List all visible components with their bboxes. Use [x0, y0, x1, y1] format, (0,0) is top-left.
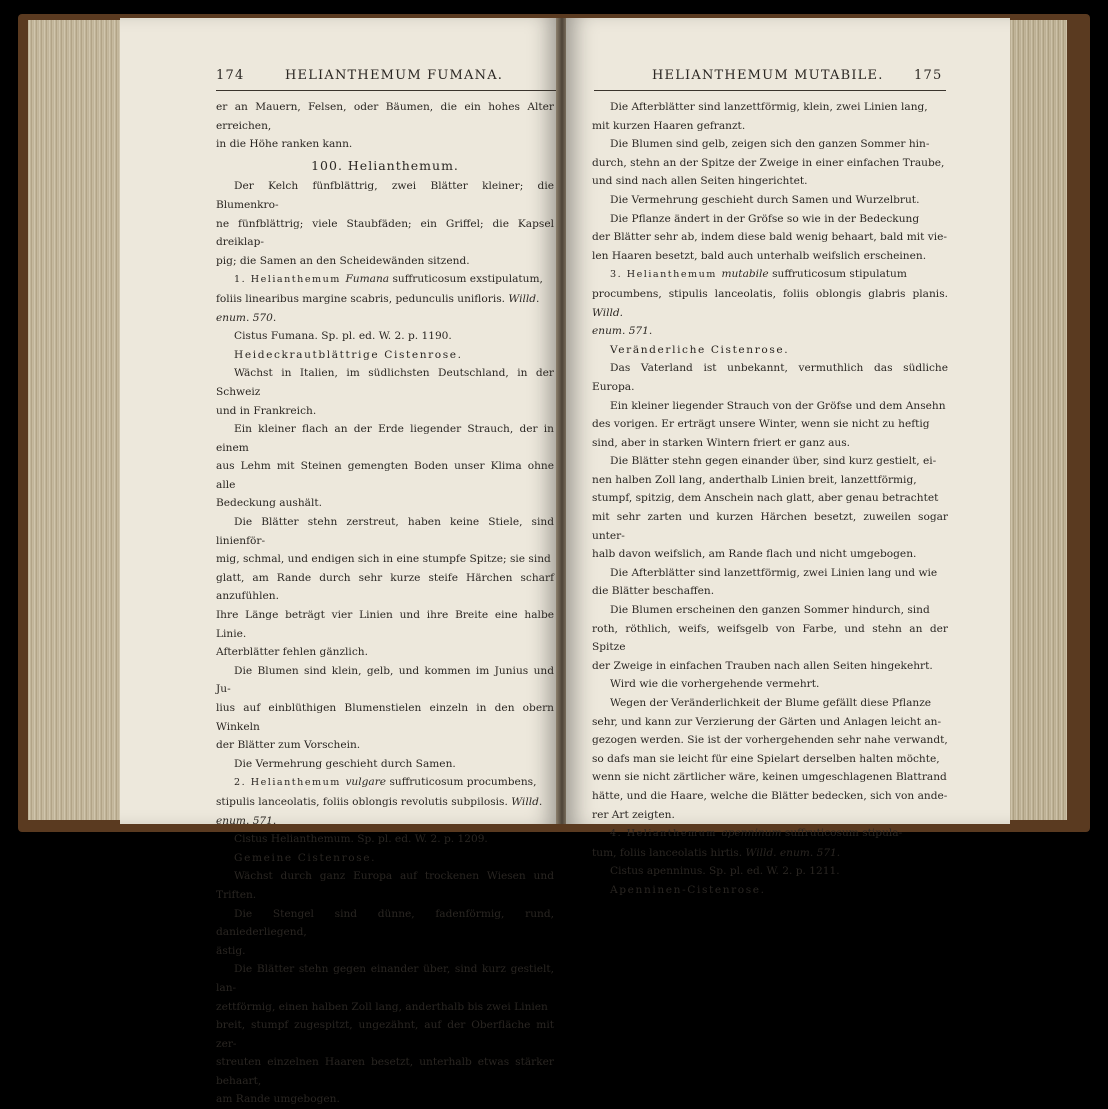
text-line: enum. 571.: [592, 325, 653, 338]
text-span: foliis linearibus margine scabris, pedunculis unifloris.: [216, 292, 506, 305]
text-line: mig, schmal, und endigen sich in eine stumpfe Spitze; sie sind: [216, 553, 551, 566]
text-line: [216, 793, 554, 812]
text-line: am Rande umgebogen.: [216, 1093, 340, 1106]
right-page: [566, 18, 1010, 896]
genus-name: 2. Helianthemum: [234, 777, 346, 789]
text-span: stipulis lanceolatis, foliis oblongis revolutis subpilosis.: [216, 795, 508, 808]
species-name: Fumana: [345, 273, 390, 286]
text-line: Wegen der Veränderlichkeit der Blume gefällt diese Pflanze: [610, 697, 932, 709]
right-header-rule: [594, 90, 946, 91]
text-line: [592, 285, 948, 322]
text-line: enum. 570.: [216, 311, 277, 324]
left-header-rule: [216, 90, 556, 91]
text-span: tum, foliis lanceolatis hirtis.: [592, 846, 743, 859]
text-line: ästig.: [216, 944, 246, 957]
common-name: Gemeine Cistenrose.: [234, 851, 377, 864]
text-line: Die Blätter stehn gegen einander über, sind kurz gestielt, ei-: [610, 455, 937, 468]
text-line: Der Kelch fünfblättrig, zwei Blätter kleiner; die Blumenkro-: [216, 180, 554, 211]
right-body-text: [592, 98, 948, 900]
text-line: mit kurzen Haaren gefranzt.: [592, 119, 746, 132]
species-name: apenninum: [721, 827, 782, 840]
text-line: ne fünfblättrig; viele Staubfäden; ein Griffel; die Kapsel dreiklap-: [216, 217, 554, 249]
page-edges-left: [28, 20, 123, 820]
right-running-head: HELIANTHEMUM MUTABILE.: [652, 68, 884, 83]
species-entry: [216, 773, 554, 793]
text-line: durch, stehn an der Spitze der Zweige in einer einfachen Traube,: [592, 156, 945, 169]
text-line: hätte, und die Haare, welche die Blätter bedecken, sich von ande-: [592, 789, 948, 802]
text-line: Die Vermehrung geschieht durch Samen.: [234, 757, 456, 770]
text-span: suffruticosum stipulatum: [768, 268, 907, 281]
text-line: der Blätter sehr ab, indem diese bald wenig behaart, bald mit vie-: [592, 231, 947, 244]
text-line: er an Mauern, Felsen, oder Bäumen, die ein hohes Alter erreichen,: [216, 101, 554, 132]
author-citation: Willd. enum. 571.: [745, 846, 841, 859]
text-line: der Blätter zum Vorschein.: [216, 739, 361, 752]
genus-name: 1. Helianthemum: [234, 274, 346, 286]
text-line: Wird wie die vorhergehende vermehrt.: [610, 678, 820, 691]
species-name: vulgare: [345, 776, 387, 789]
text-line: [592, 844, 948, 863]
text-line: Die Blätter stehn gegen einander über, sind kurz gestielt, lan-: [216, 963, 554, 994]
text-line: der Zweige in einfachen Trauben nach allen Seiten hingekehrt.: [592, 659, 933, 672]
text-line: Die Blätter stehn zerstreut, haben keine Stiele, sind linienför-: [216, 516, 554, 547]
left-page-number: 174: [216, 68, 245, 83]
text-line: glatt, am Rande durch sehr kurze steife Härchen scharf anzufühlen.: [216, 571, 554, 603]
text-line: Cistus apenninus. Sp. pl. ed. W. 2. p. 1211.: [610, 865, 840, 878]
text-line: Die Afterblätter sind lanzettförmig, klein, zwei Linien lang,: [610, 101, 928, 113]
right-page-number: 175: [914, 68, 943, 83]
left-running-head: HELIANTHEMUM FUMANA.: [285, 68, 504, 83]
text-line: Die Stengel sind dünne, fadenförmig, rund, daniederliegend,: [216, 907, 554, 939]
text-line: Bedeckung aushält.: [216, 497, 322, 510]
text-line: roth, röthlich, weifs, weifsgelb von Farbe, und stehn an der Spitze: [592, 622, 948, 654]
text-line: streuten einzelnen Haaren besetzt, unterhalb etwas stärker behaart,: [216, 1056, 554, 1087]
text-line: zettförmig, einen halben Zoll lang, anderthalb bis zwei Linien: [216, 1000, 548, 1013]
text-span: suffruticosum procumbens,: [386, 776, 537, 789]
author-citation: Willd.: [592, 306, 624, 319]
species-entry: [592, 824, 948, 844]
text-line: und in Frankreich.: [216, 404, 317, 417]
genus-name: 3. Helianthemum: [610, 269, 722, 281]
text-line: in die Höhe ranken kann.: [216, 138, 353, 151]
text-line: rer Art zeigten.: [592, 808, 675, 821]
text-line: Die Afterblätter sind lanzettförmig, zwei Linien lang und wie: [610, 566, 938, 579]
text-line: Afterblätter fehlen gänzlich.: [216, 646, 368, 659]
text-line: mit sehr zarten und kurzen Härchen besetzt, zuweilen sogar unter-: [592, 511, 948, 542]
text-line: sind, aber in starken Wintern friert er ganz aus.: [592, 436, 851, 449]
species-entry: [216, 270, 554, 290]
text-line: Das Vaterland ist unbekannt, vermuthlich das südliche Europa.: [592, 362, 948, 393]
text-line: lius auf einblüthigen Blumenstielen einzeln in den obern Winkeln: [216, 702, 554, 733]
text-line: Die Blumen erscheinen den ganzen Sommer hindurch, sind: [610, 604, 930, 617]
text-line: des vorigen. Er erträgt unsere Winter, wenn sie nicht zu heftig: [592, 418, 930, 431]
text-line: Die Blumen sind klein, gelb, und kommen im Junius und Ju-: [216, 664, 554, 696]
left-body-text: [216, 98, 554, 1109]
text-line: wenn sie nicht zärtlicher wäre, keinen umgeschlagenen Blattrand: [592, 771, 947, 784]
text-span: procumbens, stipulis lanceolatis, foliis oblongis glabris planis.: [592, 287, 948, 300]
left-page: [120, 18, 558, 1106]
page-edges-right: [1005, 20, 1067, 820]
section-heading: 100. Helianthemum.: [311, 157, 459, 173]
text-line: Cistus Helianthemum. Sp. pl. ed. W. 2. p. 1209.: [234, 833, 488, 846]
text-span: suffruticosum exstipulatum,: [389, 273, 543, 286]
text-line: enum. 571.: [216, 814, 277, 827]
text-line: und sind nach allen Seiten hingerichtet.: [592, 175, 808, 188]
text-line: nen halben Zoll lang, anderthalb Linien breit, lanzettförmig,: [592, 473, 917, 486]
text-line: Cistus Fumana. Sp. pl. ed. W. 2. p. 1190.: [234, 330, 452, 343]
text-line: breit, stumpf zugespitzt, ungezähnt, auf der Oberfläche mit zer-: [216, 1019, 554, 1050]
text-line: gezogen werden. Sie ist der vorhergehenden sehr nahe verwandt,: [592, 734, 948, 747]
species-name: mutabile: [721, 268, 769, 281]
text-line: die Blätter beschaffen.: [592, 585, 715, 598]
text-line: Die Pflanze ändert in der Gröfse so wie in der Bedeckung: [610, 212, 920, 225]
author-citation: Willd.: [508, 292, 540, 305]
text-line: Wächst durch ganz Europa auf trockenen Wiesen und Triften.: [216, 870, 554, 901]
genus-name: 4. Helianthemum: [610, 828, 722, 840]
common-name: Apenninen-Cistenrose.: [610, 883, 766, 896]
text-line: halb davon weifslich, am Rande flach und nicht umgebogen.: [592, 548, 917, 561]
species-entry: [592, 265, 948, 285]
common-name: Veränderliche Cistenrose.: [610, 343, 790, 356]
common-name: Heideckrautblättrige Cistenrose.: [234, 348, 463, 361]
author-citation: Willd.: [511, 795, 543, 808]
text-line: len Haaren besetzt, bald auch unterhalb weifslich erscheinen.: [592, 249, 927, 262]
text-line: stumpf, spitzig, dem Anschein nach glatt, aber genau betrachtet: [592, 492, 939, 505]
text-line: so dafs man sie leicht für eine Spielart derselben halten möchte,: [592, 752, 940, 765]
text-line: sehr, und kann zur Verzierung der Gärten und Anlagen leicht an-: [592, 715, 942, 728]
text-line: Ein kleiner liegender Strauch von der Gröfse und dem Ansehn: [610, 399, 946, 412]
text-line: Die Vermehrung geschieht durch Samen und Wurzelbrut.: [610, 193, 920, 206]
text-line: Ihre Länge beträgt vier Linien und ihre Breite eine halbe Linie.: [216, 609, 554, 640]
text-line: [216, 290, 554, 309]
text-span: suffruticosum stipula-: [781, 827, 903, 840]
text-line: Wächst in Italien, im südlichsten Deutschland, in der Schweiz: [216, 367, 554, 398]
text-line: Die Blumen sind gelb, zeigen sich den ganzen Sommer hin-: [610, 138, 930, 151]
text-line: pig; die Samen an den Scheidewänden sitzend.: [216, 254, 470, 267]
text-line: aus Lehm mit Steinen gemengten Boden unser Klima ohne alle: [216, 460, 554, 491]
text-line: Ein kleiner flach an der Erde liegender Strauch, der in einem: [216, 423, 554, 454]
